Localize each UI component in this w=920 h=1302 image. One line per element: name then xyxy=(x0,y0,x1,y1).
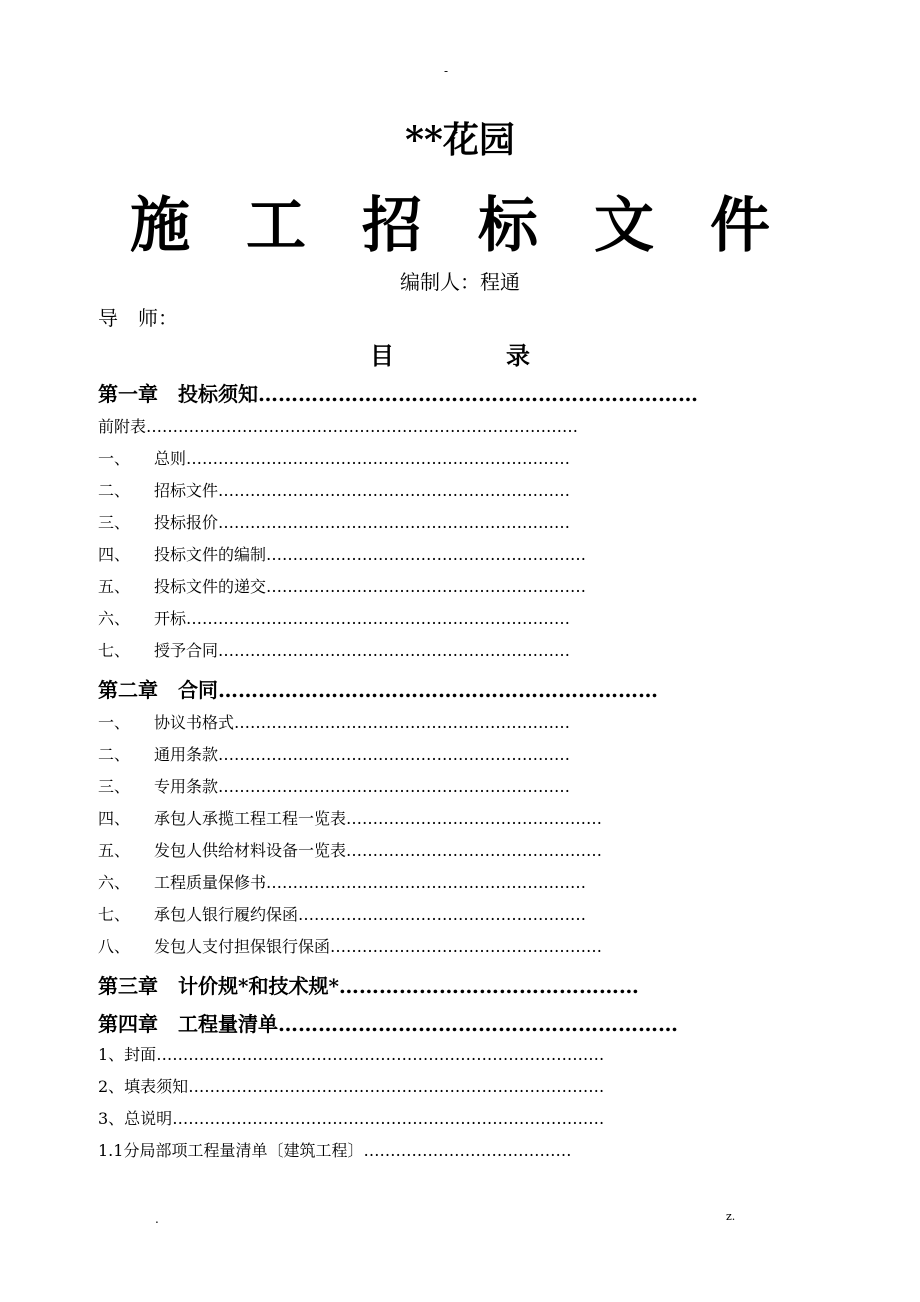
title-char: 招 xyxy=(362,191,422,261)
toc-leader-dots: ………………………………………………………… xyxy=(258,382,698,406)
toc-item-title: 2、填表须知 xyxy=(98,1077,189,1096)
toc-leader-dots: …………………………………………………… xyxy=(278,1012,678,1036)
toc-item[interactable] xyxy=(98,510,570,533)
toc-leader-dots: ………………………………… xyxy=(363,1141,572,1160)
toc-chapter-title: 第一章 投标须知 xyxy=(98,382,258,406)
toc-item-number: 一、 xyxy=(98,449,131,468)
toc-item[interactable] xyxy=(98,1042,604,1065)
toc-item-title: 专用条款 xyxy=(154,777,219,796)
toc-chapter-title: 第四章 工程量清单 xyxy=(98,1012,278,1036)
toc-leader-dots: ………………………………………………………… xyxy=(218,641,571,660)
toc-item-title: 投标文件的递交 xyxy=(154,577,267,596)
toc-item-title: 授予合同 xyxy=(154,641,219,660)
toc-item[interactable] xyxy=(98,870,586,893)
toc-item-number: 八、 xyxy=(98,937,131,956)
toc-leader-dots: ……………………………………………………… xyxy=(234,713,571,732)
toc-chapter[interactable] xyxy=(98,1008,678,1037)
title-char: 标 xyxy=(478,191,538,261)
toc-item-title: 总则 xyxy=(154,449,187,468)
toc-leader-dots: ……………………………………… xyxy=(338,974,639,998)
toc-leader-dots: ……………………………………………… xyxy=(298,905,587,924)
toc-leader-dots: ……………………………………………………………………… xyxy=(172,1109,605,1128)
toc-item-title: 投标文件的编制 xyxy=(154,545,267,564)
toc-leader-dots: ………………………………………………………… xyxy=(218,678,658,702)
toc-leader-dots: …………………………………………………… xyxy=(266,577,587,596)
title-char: 件 xyxy=(710,191,770,261)
toc-chapter-title: 第二章 合同 xyxy=(98,678,218,702)
toc-chapter[interactable] xyxy=(98,674,658,703)
toc-leader-dots: ………………………………………………………………………… xyxy=(156,1045,605,1064)
toc-item-title: 工程质量保修书 xyxy=(154,873,267,892)
toc-chapter[interactable] xyxy=(98,970,639,999)
toc-item[interactable] xyxy=(98,606,570,629)
toc-item[interactable] xyxy=(98,742,570,765)
footer-right-mark: z. xyxy=(726,1210,736,1223)
title-main xyxy=(130,178,770,264)
toc-item-title: 1.1分局部项工程量清单〔建筑工程〕 xyxy=(98,1141,364,1160)
toc-item-title: 承包人银行履约保函 xyxy=(154,905,299,924)
toc-item-number: 五、 xyxy=(98,577,131,596)
toc-leader-dots: ……………………………………………………………… xyxy=(186,609,571,628)
toc-item[interactable] xyxy=(98,414,578,437)
toc-item-number: 五、 xyxy=(98,841,131,860)
toc-item[interactable] xyxy=(98,902,586,925)
toc-item[interactable] xyxy=(98,478,570,501)
toc-item[interactable] xyxy=(98,838,602,861)
toc-leader-dots: ……………………………………………………………………… xyxy=(146,417,579,436)
toc-item-number: 四、 xyxy=(98,545,131,564)
toc-leader-dots: ………………………………………………………… xyxy=(218,777,571,796)
toc-item[interactable] xyxy=(98,710,570,733)
title-char: 施 xyxy=(130,191,190,261)
toc-item-title: 招标文件 xyxy=(154,481,219,500)
toc-leader-dots: …………………………………………… xyxy=(330,937,603,956)
toc-item-title: 前附表 xyxy=(98,417,147,436)
toc-item-title: 协议书格式 xyxy=(154,713,235,732)
editor-line: 编制人：程通 xyxy=(400,270,520,294)
toc-item-title: 承包人承揽工程工程一览表 xyxy=(154,809,347,828)
header-mark: - xyxy=(444,64,449,78)
toc-item[interactable] xyxy=(98,806,602,829)
toc-item-title: 投标报价 xyxy=(154,513,219,532)
toc-item[interactable] xyxy=(98,1074,604,1097)
toc-item-number: 二、 xyxy=(98,481,131,500)
title-char: 文 xyxy=(594,191,654,261)
toc-item-number: 三、 xyxy=(98,777,131,796)
toc-item[interactable] xyxy=(98,574,586,597)
footer-left-mark: . xyxy=(155,1212,159,1226)
toc-leader-dots: …………………………………………………………………… xyxy=(188,1077,605,1096)
toc-item[interactable] xyxy=(98,446,570,469)
toc-item[interactable] xyxy=(98,1106,604,1129)
toc-item-number: 二、 xyxy=(98,745,131,764)
title-sub: **花园 xyxy=(405,119,515,161)
toc-item-title: 3、总说明 xyxy=(98,1109,173,1128)
toc-chapter-title: 第三章 计价规*和技术规* xyxy=(98,974,339,998)
toc-leader-dots: ………………………………………… xyxy=(346,809,603,828)
toc-item-number: 三、 xyxy=(98,513,131,532)
toc-leader-dots: ………………………………………… xyxy=(346,841,603,860)
toc-item-number: 六、 xyxy=(98,873,131,892)
title-char: 工 xyxy=(246,191,306,261)
toc-item-title: 开标 xyxy=(154,609,187,628)
toc-leader-dots: ………………………………………………………… xyxy=(218,481,571,500)
toc-leader-dots: …………………………………………………… xyxy=(266,545,587,564)
toc-chapter[interactable] xyxy=(98,378,698,407)
toc-item-number: 七、 xyxy=(98,641,131,660)
toc-item-number: 一、 xyxy=(98,713,131,732)
toc-item-number: 六、 xyxy=(98,609,131,628)
toc-heading-char: 录 xyxy=(506,341,530,370)
toc-item-number: 七、 xyxy=(98,905,131,924)
toc-item[interactable] xyxy=(98,638,570,661)
toc-item-title: 通用条款 xyxy=(154,745,219,764)
toc-item[interactable] xyxy=(98,774,570,797)
mentor-line: 导 师： xyxy=(98,306,178,330)
toc-leader-dots: …………………………………………………… xyxy=(266,873,587,892)
toc-heading-char: 目 xyxy=(370,341,394,370)
toc-item-title: 发包人供给材料设备一览表 xyxy=(154,841,347,860)
toc-heading xyxy=(370,336,530,371)
toc-item[interactable] xyxy=(98,542,586,565)
toc-item-title: 发包人支付担保银行保函 xyxy=(154,937,331,956)
toc-leader-dots: ………………………………………………………… xyxy=(218,745,571,764)
toc-item-number: 四、 xyxy=(98,809,131,828)
toc-leader-dots: ………………………………………………………… xyxy=(218,513,571,532)
toc-item[interactable] xyxy=(98,1138,571,1161)
toc-item-title: 1、封面 xyxy=(98,1045,157,1064)
toc-item[interactable] xyxy=(98,934,602,957)
toc-leader-dots: ……………………………………………………………… xyxy=(186,449,571,468)
